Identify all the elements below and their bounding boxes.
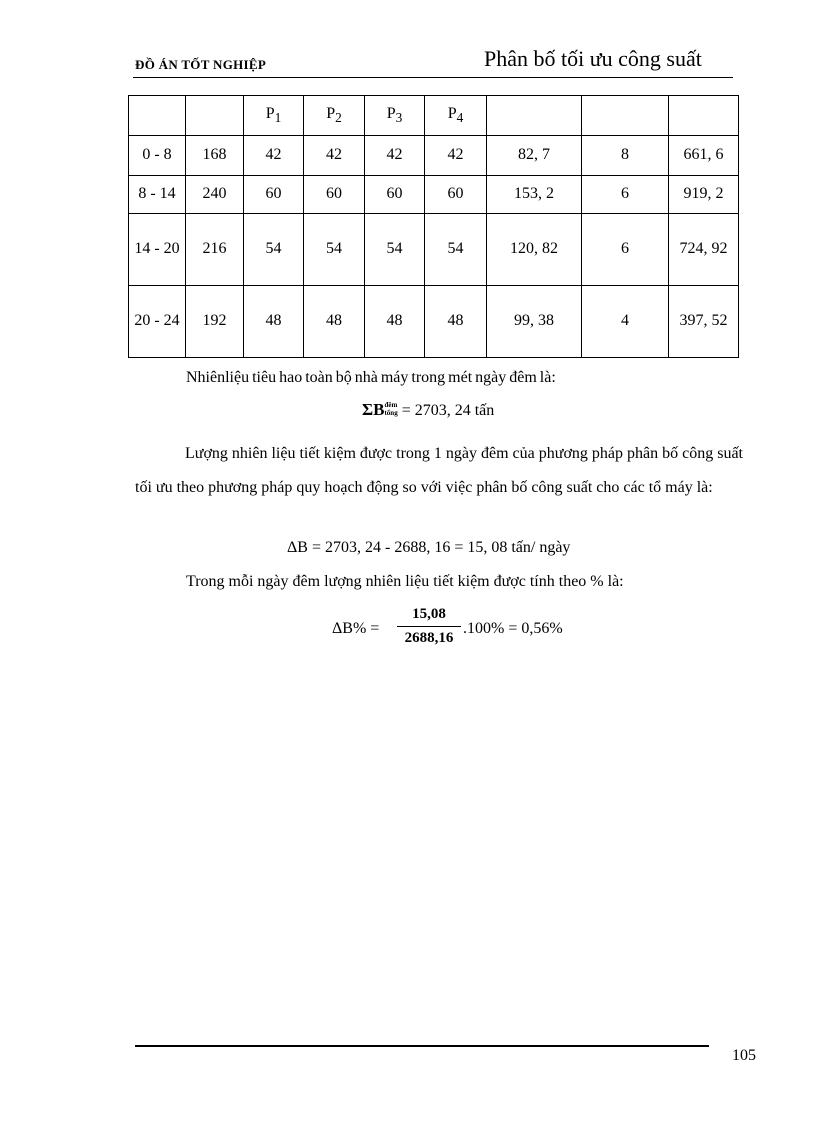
table-cell: 60 <box>244 176 304 214</box>
table-cell: 48 <box>365 286 425 358</box>
table-row <box>129 214 739 286</box>
formula-delta-b: ΔB = 2703, 24 - 2688, 16 = 15, 08 tấn/ ngày <box>287 539 571 556</box>
table-cell: 54 <box>365 214 425 286</box>
table-cell: 54 <box>244 214 304 286</box>
table-cell: 60 <box>304 176 365 214</box>
dispatch-table <box>128 95 739 358</box>
table-cell: 724, 92 <box>669 214 739 286</box>
formula-value: = 2703, 24 tấn <box>401 402 495 419</box>
table-cell: 54 <box>304 214 365 286</box>
table-cell: 8 <box>582 136 669 176</box>
table-header-row <box>129 96 739 136</box>
table-cell: 0 - 8 <box>129 136 186 176</box>
fraction-denominator: 2688,16 <box>404 630 454 646</box>
table-header-cell: $P_4$ <box>425 96 487 136</box>
table-cell: 42 <box>304 136 365 176</box>
table-header-cell: $P_3$ <box>365 96 425 136</box>
table-cell: 54 <box>425 214 487 286</box>
table-cell: 4 <box>582 286 669 358</box>
table-row <box>129 136 739 176</box>
header-title-right: Phân bố tối ưu công suất <box>484 46 702 71</box>
table-cell: 82, 7 <box>487 136 582 176</box>
table-header-cell <box>129 96 186 136</box>
table-cell: 20 - 24 <box>129 286 186 358</box>
formula-total-fuel <box>362 400 494 420</box>
table-cell: 919, 2 <box>669 176 739 214</box>
table-cell: 6 <box>582 176 669 214</box>
table-header-cell <box>669 96 739 136</box>
table-row <box>129 176 739 214</box>
table-cell: 8 - 14 <box>129 176 186 214</box>
paragraph-percent: Trong mỗi ngày đêm lượng nhiên liệu tiết kiệm được tính theo % là: <box>186 573 624 590</box>
table-cell: 48 <box>304 286 365 358</box>
footer-rule <box>135 1045 709 1047</box>
table-cell: 6 <box>582 214 669 286</box>
fraction-numerator: 15,08 <box>397 606 461 627</box>
table-header-cell <box>582 96 669 136</box>
formula-rhs: .100% = 0,56% <box>463 620 563 637</box>
table-header-cell: $P_2$ <box>304 96 365 136</box>
table-cell: 42 <box>244 136 304 176</box>
formula-indices: đêm tổng <box>384 401 398 418</box>
page-number: 105 <box>732 1047 756 1064</box>
table-cell: 42 <box>365 136 425 176</box>
table-cell: 168 <box>186 136 244 176</box>
table-header-cell: $P_1$ <box>244 96 304 136</box>
table-cell: 216 <box>186 214 244 286</box>
paragraph-total-fuel: Nhiênliệu tiêu hao toàn bộ nhà máy trong mét ngày đêm là: <box>186 369 556 386</box>
table-cell: 99, 38 <box>487 286 582 358</box>
table-cell: 42 <box>425 136 487 176</box>
table-cell: 661, 6 <box>669 136 739 176</box>
table-cell: 153, 2 <box>487 176 582 214</box>
table-cell: 192 <box>186 286 244 358</box>
table-cell: 240 <box>186 176 244 214</box>
formula-symbol: ΣB <box>362 400 385 419</box>
formula-lhs: ΔB% = <box>332 620 380 637</box>
table-header-cell <box>487 96 582 136</box>
formula-fraction <box>397 606 461 647</box>
table-cell: 397, 52 <box>669 286 739 358</box>
table-row <box>129 286 739 358</box>
header-title-left: ĐỒ ÁN TỐT NGHIỆP <box>135 57 267 72</box>
table-header-cell <box>186 96 244 136</box>
table-cell: 48 <box>244 286 304 358</box>
table-cell: 120, 82 <box>487 214 582 286</box>
table-cell: 60 <box>365 176 425 214</box>
paragraph-savings: Lượng nhiên liệu tiết kiệm được trong 1 ngày đêm của phương pháp phân bố công suất tối ưu theo phương pháp quy hoạch động so với việc phân bố công suất cho các tổ máy là: <box>135 445 743 496</box>
table-cell: 48 <box>425 286 487 358</box>
header-rule <box>133 77 733 78</box>
table-cell: 14 - 20 <box>129 214 186 286</box>
table-cell: 60 <box>425 176 487 214</box>
